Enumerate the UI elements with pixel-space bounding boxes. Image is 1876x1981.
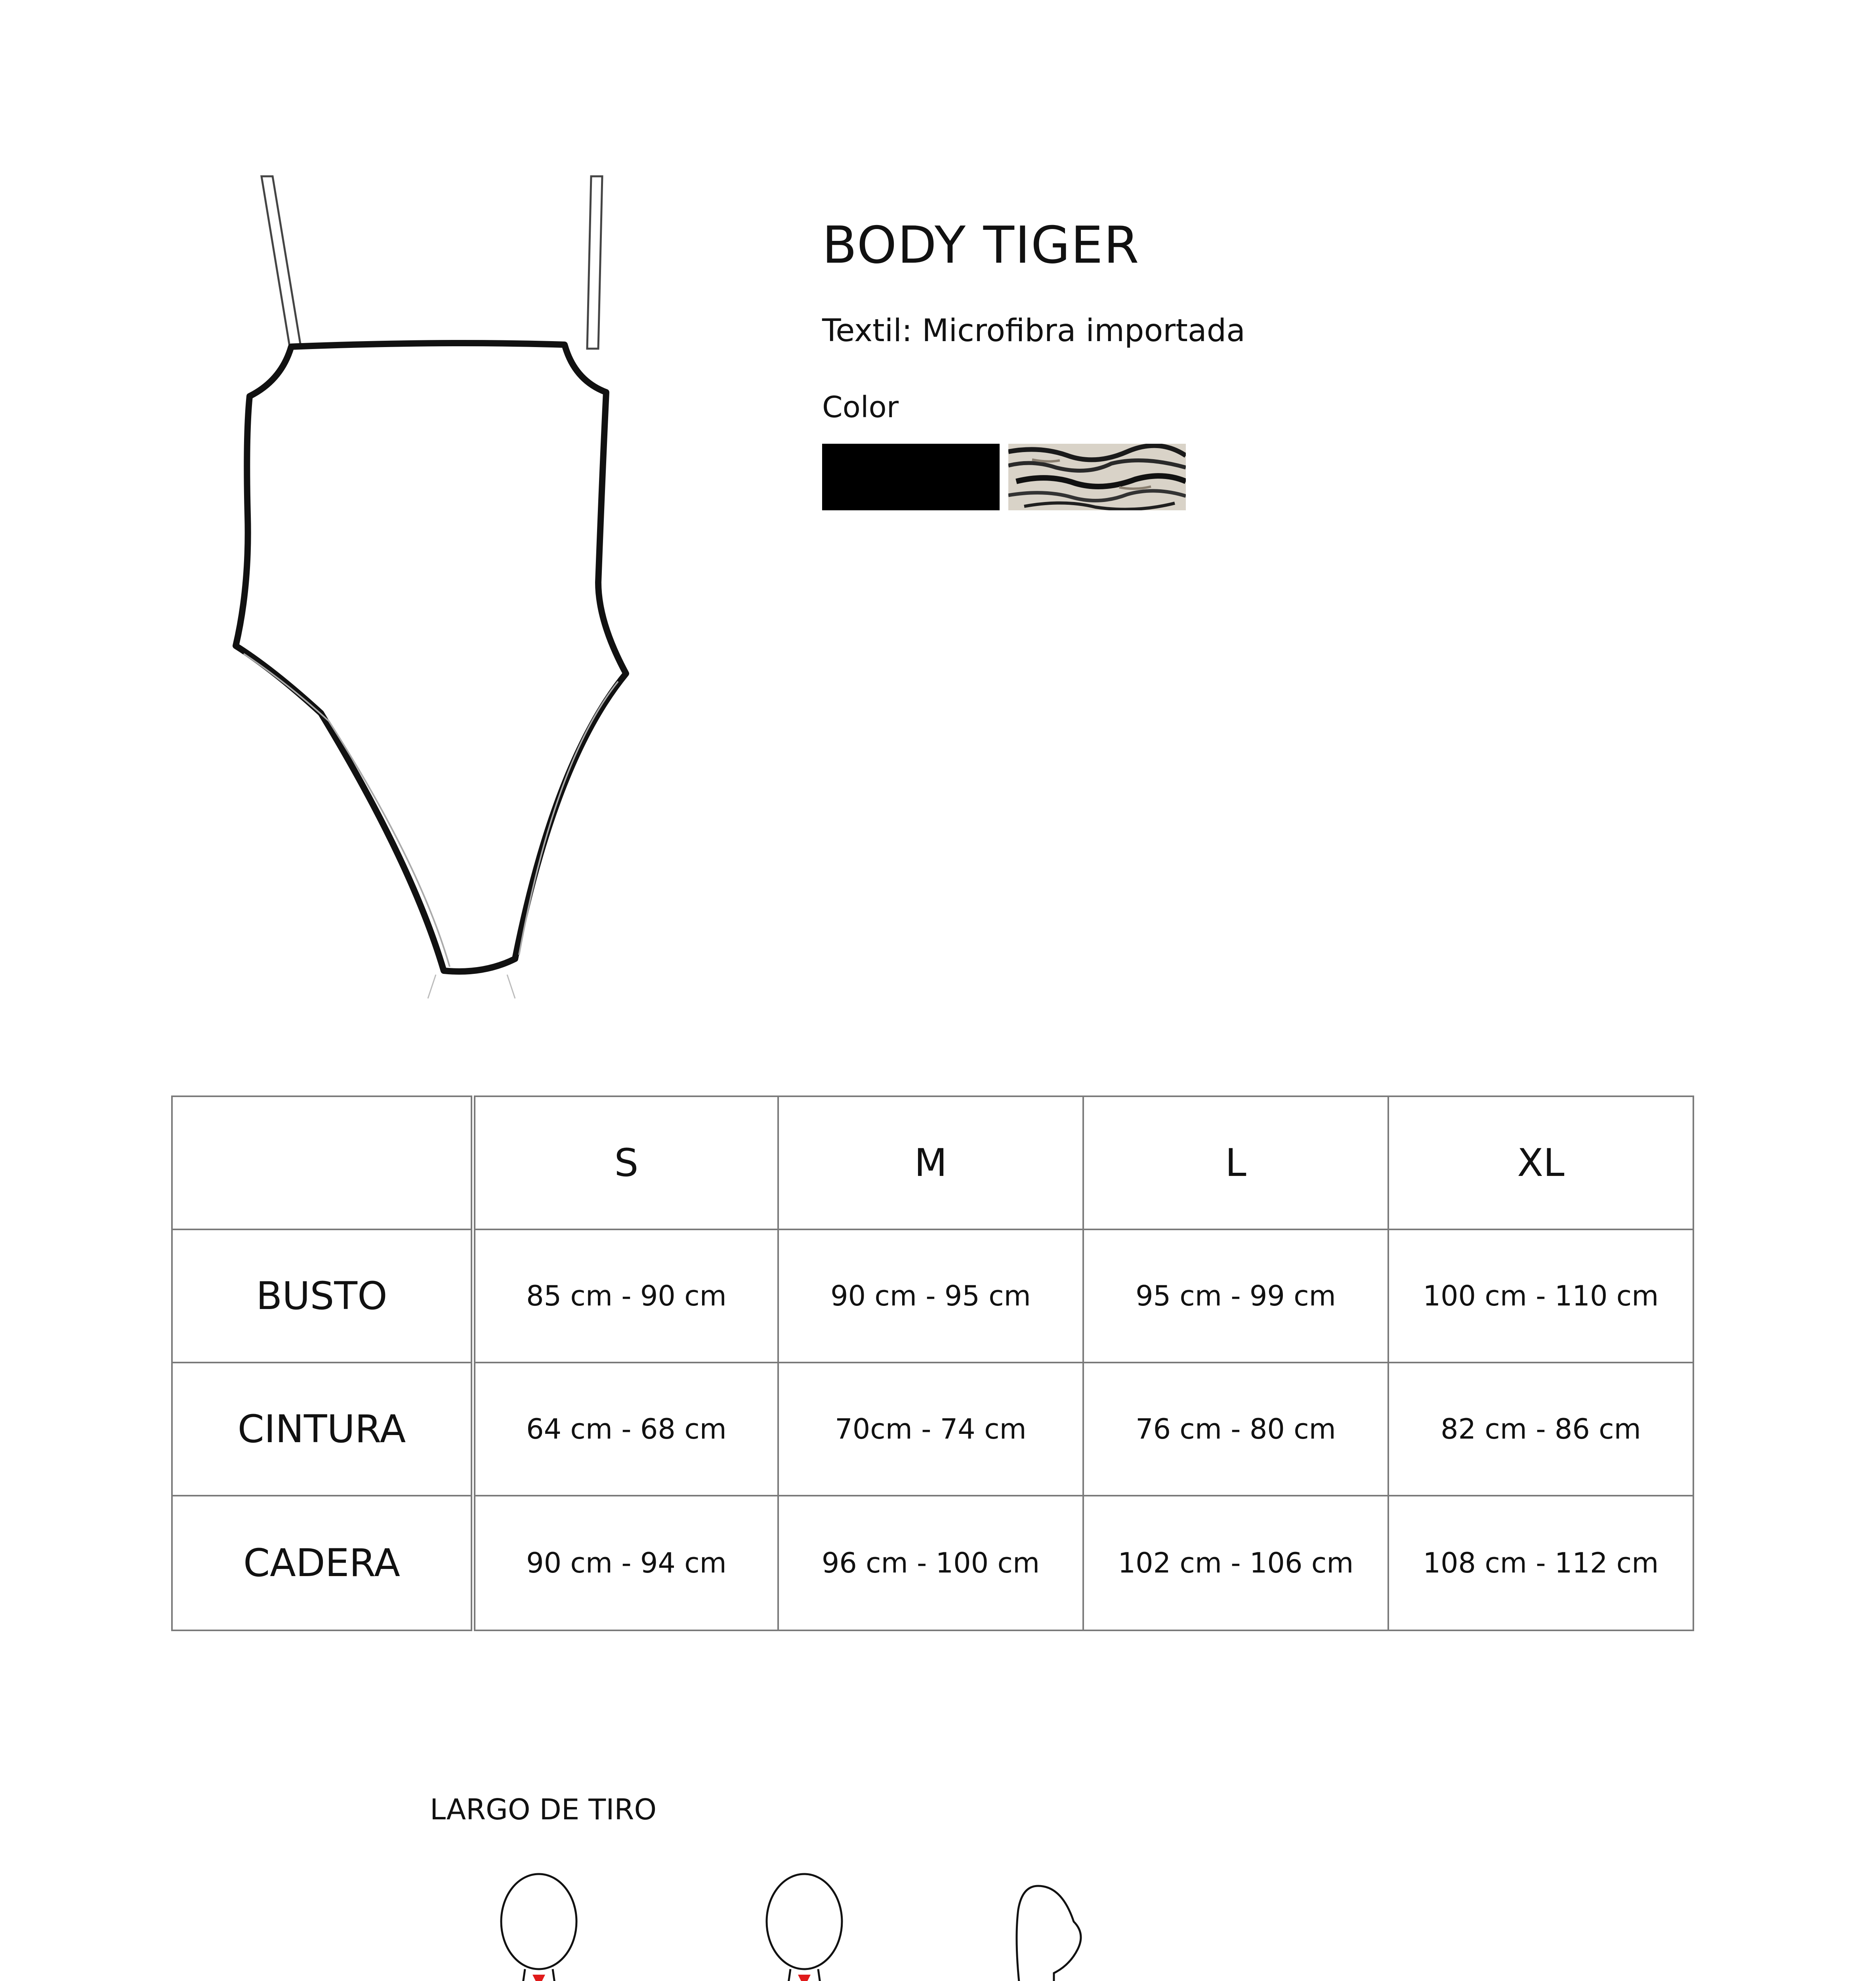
- figure-side: [1009, 1886, 1095, 1981]
- table-cell: 102 cm - 106 cm: [1083, 1496, 1388, 1630]
- table-corner-cell: [172, 1096, 473, 1229]
- product-title: BODY TIGER: [822, 216, 1140, 275]
- row-label-busto: BUSTO: [172, 1229, 473, 1363]
- table-cell: 70cm - 74 cm: [778, 1363, 1083, 1496]
- color-swatch-black[interactable]: [822, 444, 1000, 510]
- table-cell: 100 cm - 110 cm: [1388, 1229, 1693, 1363]
- size-header-xl: XL: [1388, 1096, 1693, 1229]
- table-cell: 82 cm - 86 cm: [1388, 1363, 1693, 1496]
- body-measurement-figures: [436, 1862, 1149, 1981]
- figure-back: [447, 1874, 631, 1981]
- table-cell: 64 cm - 68 cm: [473, 1363, 778, 1496]
- figure-front: [712, 1874, 896, 1981]
- row-label-cintura: CINTURA: [172, 1363, 473, 1496]
- table-cell: 95 cm - 99 cm: [1083, 1229, 1388, 1363]
- product-textile: Textil: Microfibra importada: [822, 313, 1246, 349]
- table-cell: 108 cm - 112 cm: [1388, 1496, 1693, 1630]
- table-cell: 96 cm - 100 cm: [778, 1496, 1083, 1630]
- color-swatch-tiger[interactable]: [1008, 444, 1186, 510]
- table-row: [172, 1496, 1693, 1630]
- tiger-pattern-icon: [1008, 444, 1186, 510]
- table-cell: 90 cm - 95 cm: [778, 1229, 1083, 1363]
- table-cell: 85 cm - 90 cm: [473, 1229, 778, 1363]
- row-label-cadera: CADERA: [172, 1496, 473, 1630]
- size-table: [171, 1095, 1694, 1631]
- size-header-l: L: [1083, 1096, 1388, 1229]
- size-header-s: S: [473, 1096, 778, 1229]
- size-header-m: M: [778, 1096, 1083, 1229]
- table-header-row: [172, 1096, 1693, 1229]
- table-row: [172, 1363, 1693, 1496]
- bodysuit-illustration: [206, 158, 674, 1054]
- table-cell: 76 cm - 80 cm: [1083, 1363, 1388, 1496]
- color-label: Color: [822, 390, 899, 424]
- table-row: [172, 1229, 1693, 1363]
- largo-de-tiro-label: LARGO DE TIRO: [430, 1793, 657, 1826]
- table-cell: 90 cm - 94 cm: [473, 1496, 778, 1630]
